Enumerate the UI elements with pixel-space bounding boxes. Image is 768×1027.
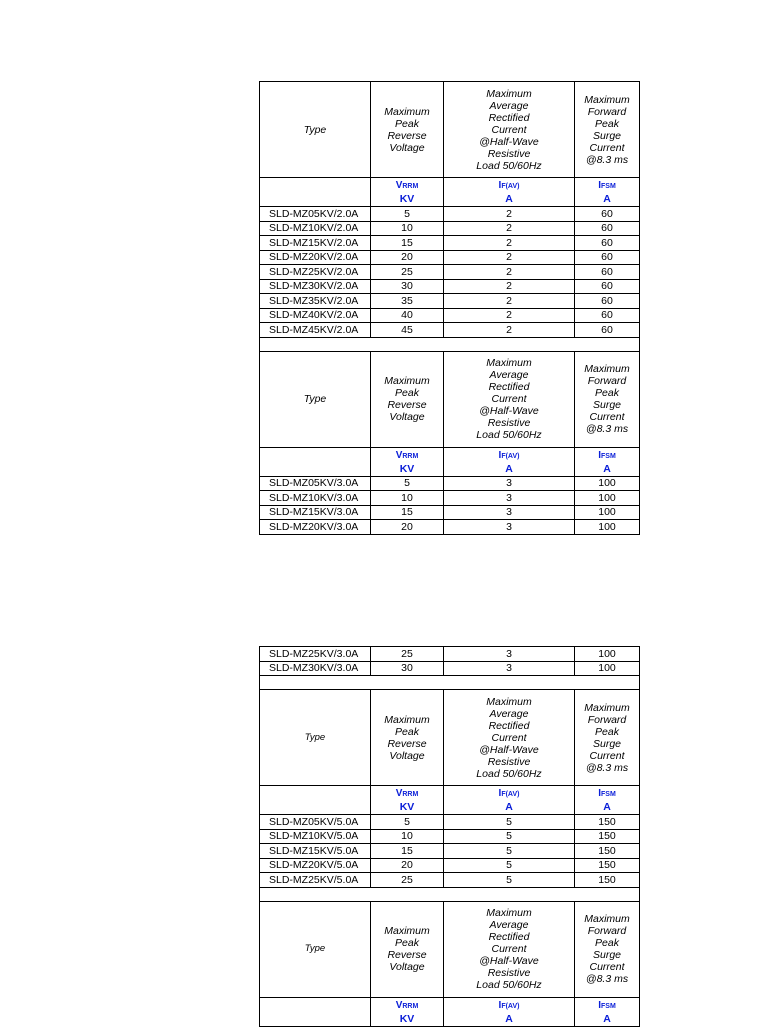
vrrm-cell: 40: [371, 308, 444, 323]
ifsm-header: [575, 901, 640, 997]
ifav-header-line: Resistive: [487, 967, 531, 979]
vrrm-symbol-unit: KV: [399, 801, 415, 813]
ifav-symbol-subscript: F(AV): [501, 183, 520, 190]
ifav-header-line: @Half-Wave: [479, 743, 539, 756]
ifsm-symbol-main: I: [598, 788, 601, 799]
table-row: [260, 491, 640, 506]
ifsm-header-line: Maximum: [584, 701, 630, 714]
vrrm-cell: 30: [371, 661, 444, 676]
ifsm-header-line: @8.3 ms: [585, 153, 629, 166]
type-cell: SLD-MZ20KV/2.0A: [260, 250, 371, 265]
ifav-cell: 2: [444, 265, 575, 280]
ifav-header-line: Maximum: [486, 87, 532, 100]
ifsm-cell: 60: [575, 265, 640, 280]
ifsm-header-line: Forward: [587, 105, 627, 118]
vrrm-cell: 25: [371, 647, 444, 662]
ifav-symbol-unit: A: [505, 801, 513, 813]
vrrm-header: [371, 690, 444, 786]
ifav-header-line: Load 50/60Hz: [476, 767, 542, 780]
ifav-cell: 3: [444, 505, 575, 520]
vrrm-header-line: Maximum: [384, 375, 430, 387]
ifav-cell: 3: [444, 520, 575, 535]
vrrm-cell: 15: [371, 844, 444, 859]
vrrm-cell: 20: [371, 858, 444, 873]
ifsm-symbol: [575, 786, 640, 815]
header-row: [260, 351, 640, 447]
vrrm-symbol-label: [371, 999, 443, 1013]
vrrm-cell: 10: [371, 491, 444, 506]
ifsm-symbol-unit: A: [603, 462, 611, 475]
ifsm-header-line: Maximum: [584, 363, 630, 375]
ifav-header-line: Resistive: [487, 755, 531, 768]
type-cell: SLD-MZ40KV/2.0A: [260, 308, 371, 323]
ifsm-symbol-label: [575, 449, 639, 463]
vrrm-header-line: Peak: [395, 387, 419, 399]
ifav-header-line: Maximum: [486, 695, 532, 708]
ifav-header-line: Rectified: [488, 931, 530, 943]
ifsm-cell: 150: [575, 815, 640, 830]
block-3a-cont: [260, 647, 640, 676]
table-row: [260, 844, 640, 859]
vrrm-header: [371, 901, 444, 997]
ifsm-header-line: Current: [589, 749, 625, 762]
vrrm-cell: 20: [371, 250, 444, 265]
vrrm-cell: 35: [371, 294, 444, 309]
table-row: [260, 236, 640, 251]
vrrm-symbol-unit: KV: [399, 193, 415, 205]
ifsm-cell: 60: [575, 236, 640, 251]
table-row: [260, 265, 640, 280]
gap-cell: [260, 676, 640, 690]
ifav-header-line: Maximum: [486, 907, 532, 919]
header-row: [260, 82, 640, 178]
vrrm-cell: 10: [371, 829, 444, 844]
vrrm-header-line: Voltage: [389, 141, 425, 154]
spec-table-page2: [259, 646, 640, 1027]
ifav-symbol-label: [444, 999, 574, 1013]
ifav-cell: 5: [444, 858, 575, 873]
ifav-symbol-unit: A: [505, 462, 513, 475]
vrrm-symbol-label: [371, 787, 443, 801]
ifsm-symbol-subscript: FSM: [601, 791, 616, 798]
ifav-symbol-subscript: F(AV): [501, 1002, 520, 1010]
ifsm-symbol-label: [575, 787, 639, 801]
ifsm-header-line: Peak: [595, 387, 619, 399]
ifsm-header: [575, 690, 640, 786]
ifav-header-line: @Half-Wave: [479, 955, 539, 967]
ifav-symbol-label: [444, 179, 574, 193]
ifav-header-line: Rectified: [488, 719, 530, 732]
vrrm-symbol: [371, 447, 444, 476]
ifav-symbol-unit: A: [505, 193, 513, 205]
ifav-header-line: @Half-Wave: [479, 135, 539, 148]
type-header: Type: [260, 690, 371, 786]
table-row: [260, 873, 640, 888]
ifsm-header-line: Surge: [592, 129, 622, 142]
vrrm-header-line: Voltage: [389, 749, 425, 762]
vrrm-symbol-main: V: [395, 999, 403, 1011]
symbol-row: [260, 178, 640, 207]
vrrm-header-line: Peak: [395, 725, 419, 738]
header-row: [260, 901, 640, 997]
type-cell: SLD-MZ30KV/3.0A: [260, 661, 371, 676]
symbol-blank: [260, 786, 371, 815]
ifav-header-line: Current: [491, 123, 527, 136]
vrrm-symbol: [371, 786, 444, 815]
vrrm-header-line: Peak: [395, 937, 419, 949]
ifsm-header-line: Surge: [592, 949, 622, 961]
vrrm-header-line: Reverse: [387, 129, 427, 142]
vrrm-cell: 25: [371, 265, 444, 280]
ifav-cell: 2: [444, 221, 575, 236]
ifsm-header-line: Surge: [592, 737, 622, 750]
ifav-cell: 5: [444, 829, 575, 844]
ifav-header-line: Resistive: [487, 417, 531, 429]
ifav-cell: 3: [444, 491, 575, 506]
ifsm-cell: 60: [575, 207, 640, 222]
ifsm-symbol-main: I: [598, 180, 601, 191]
symbol-blank: [260, 997, 371, 1026]
ifsm-header-line: @8.3 ms: [585, 423, 629, 435]
ifsm-cell: 150: [575, 829, 640, 844]
vrrm-cell: 30: [371, 279, 444, 294]
ifsm-cell: 60: [575, 250, 640, 265]
ifav-symbol-main: I: [498, 449, 502, 461]
block-next: [260, 901, 640, 1026]
gap-row: [260, 337, 640, 351]
symbol-row: [260, 447, 640, 476]
ifsm-symbol: [575, 997, 640, 1026]
vrrm-header-line: Peak: [395, 117, 419, 130]
symbol-row: [260, 786, 640, 815]
symbol-blank: [260, 447, 371, 476]
vrrm-cell: 15: [371, 505, 444, 520]
ifsm-symbol-main: I: [598, 999, 601, 1011]
vrrm-header-line: Maximum: [384, 713, 430, 726]
ifsm-header-line: Forward: [587, 925, 627, 937]
ifav-header: [444, 82, 575, 178]
ifsm-symbol-subscript: FSM: [601, 452, 616, 460]
ifsm-header-line: Maximum: [584, 913, 630, 925]
vrrm-symbol-subscript: RRM: [402, 791, 419, 798]
ifsm-header-line: Current: [589, 141, 625, 154]
ifav-symbol-subscript: F(AV): [501, 791, 520, 798]
ifav-header-line: Average: [489, 99, 529, 112]
ifsm-cell: 100: [575, 520, 640, 535]
table-row: [260, 207, 640, 222]
table-row: [260, 476, 640, 491]
ifsm-cell: 100: [575, 491, 640, 506]
vrrm-symbol-subscript: RRM: [402, 1002, 419, 1010]
ifav-header-line: Current: [491, 393, 527, 405]
ifsm-symbol-main: I: [598, 449, 601, 461]
ifav-cell: 3: [444, 647, 575, 662]
gap-cell: [260, 887, 640, 901]
ifsm-header-line: Peak: [595, 117, 619, 130]
vrrm-cell: 20: [371, 520, 444, 535]
type-cell: SLD-MZ45KV/2.0A: [260, 323, 371, 338]
ifsm-header-line: Current: [589, 961, 625, 973]
ifsm-cell: 100: [575, 661, 640, 676]
type-cell: SLD-MZ35KV/2.0A: [260, 294, 371, 309]
ifav-header-line: Load 50/60Hz: [476, 159, 542, 172]
vrrm-header-line: Voltage: [389, 961, 425, 973]
ifsm-header: [575, 351, 640, 447]
ifsm-header-line: Current: [589, 411, 625, 423]
table-row: [260, 858, 640, 873]
ifsm-header-line: Forward: [587, 713, 627, 726]
table-row: [260, 661, 640, 676]
type-cell: SLD-MZ05KV/3.0A: [260, 476, 371, 491]
vrrm-symbol-subscript: RRM: [402, 183, 419, 190]
gap-row: [260, 676, 640, 690]
type-cell: SLD-MZ30KV/2.0A: [260, 279, 371, 294]
ifsm-symbol-subscript: FSM: [601, 183, 616, 190]
table-row: [260, 250, 640, 265]
ifsm-header-line: Peak: [595, 725, 619, 738]
vrrm-symbol-unit: KV: [399, 462, 415, 475]
ifsm-cell: 150: [575, 858, 640, 873]
vrrm-header: [371, 351, 444, 447]
ifav-header-line: Average: [489, 369, 529, 381]
symbol-row: [260, 997, 640, 1026]
vrrm-symbol-unit: KV: [399, 1012, 415, 1025]
table-row: [260, 505, 640, 520]
table-row: [260, 815, 640, 830]
ifav-header: [444, 901, 575, 997]
ifav-cell: 5: [444, 844, 575, 859]
vrrm-symbol: [371, 997, 444, 1026]
ifav-cell: 5: [444, 873, 575, 888]
table-row: [260, 647, 640, 662]
ifsm-header-line: Surge: [592, 399, 622, 411]
ifav-symbol-main: I: [498, 788, 502, 799]
vrrm-symbol-subscript: RRM: [402, 452, 419, 460]
ifav-cell: 5: [444, 815, 575, 830]
ifsm-symbol-unit: A: [603, 193, 611, 205]
table-row: [260, 829, 640, 844]
ifav-header-line: Rectified: [488, 381, 530, 393]
ifav-header-line: @Half-Wave: [479, 405, 539, 417]
ifav-cell: 2: [444, 308, 575, 323]
gap-row-line: [260, 887, 640, 901]
vrrm-cell: 5: [371, 815, 444, 830]
ifsm-cell: 100: [575, 476, 640, 491]
header-row: [260, 690, 640, 786]
type-cell: SLD-MZ20KV/3.0A: [260, 520, 371, 535]
ifsm-symbol-subscript: FSM: [601, 1002, 616, 1010]
ifav-cell: 3: [444, 476, 575, 491]
ifsm-cell: 150: [575, 873, 640, 888]
vrrm-symbol-main: V: [395, 180, 403, 191]
ifsm-symbol-label: [575, 179, 639, 193]
ifav-header-line: Load 50/60Hz: [476, 979, 542, 991]
ifav-cell: 2: [444, 279, 575, 294]
vrrm-symbol-main: V: [395, 788, 403, 799]
table-row: [260, 323, 640, 338]
ifav-cell: 3: [444, 661, 575, 676]
ifav-symbol-main: I: [498, 180, 502, 191]
ifav-symbol-unit: A: [505, 1012, 513, 1025]
ifsm-symbol: [575, 447, 640, 476]
ifsm-cell: 100: [575, 647, 640, 662]
type-cell: SLD-MZ25KV/3.0A: [260, 647, 371, 662]
vrrm-header-line: Reverse: [387, 949, 427, 961]
ifav-header-line: Current: [491, 943, 527, 955]
type-cell: SLD-MZ05KV/2.0A: [260, 207, 371, 222]
table-row: [260, 308, 640, 323]
type-cell: SLD-MZ15KV/2.0A: [260, 236, 371, 251]
ifsm-cell: 60: [575, 294, 640, 309]
ifav-symbol: [444, 178, 575, 207]
ifsm-symbol-unit: A: [603, 1012, 611, 1025]
symbol-blank: [260, 178, 371, 207]
ifav-cell: 2: [444, 294, 575, 309]
vrrm-cell: 25: [371, 873, 444, 888]
vrrm-symbol-main: V: [395, 449, 403, 461]
ifsm-cell: 100: [575, 505, 640, 520]
ifav-header-line: Resistive: [487, 147, 531, 160]
type-cell: SLD-MZ25KV/5.0A: [260, 873, 371, 888]
ifav-symbol-subscript: F(AV): [501, 452, 520, 460]
vrrm-cell: 15: [371, 236, 444, 251]
vrrm-cell: 10: [371, 221, 444, 236]
ifav-symbol-main: I: [498, 999, 502, 1011]
type-cell: SLD-MZ25KV/2.0A: [260, 265, 371, 280]
table-row: [260, 520, 640, 535]
vrrm-header-line: Maximum: [384, 925, 430, 937]
ifav-cell: 2: [444, 207, 575, 222]
ifav-header-line: Average: [489, 919, 529, 931]
ifsm-header-line: Maximum: [584, 93, 630, 106]
ifsm-symbol: [575, 178, 640, 207]
ifav-cell: 2: [444, 236, 575, 251]
ifsm-cell: 60: [575, 308, 640, 323]
ifsm-header: [575, 82, 640, 178]
ifsm-header-line: Forward: [587, 375, 627, 387]
block-3a: [260, 351, 640, 534]
ifav-symbol: [444, 447, 575, 476]
vrrm-symbol-label: [371, 449, 443, 463]
ifsm-cell: 60: [575, 279, 640, 294]
table-row: [260, 221, 640, 236]
vrrm-symbol-label: [371, 179, 443, 193]
type-cell: SLD-MZ15KV/5.0A: [260, 844, 371, 859]
ifav-symbol: [444, 997, 575, 1026]
ifav-header-line: Rectified: [488, 111, 530, 124]
vrrm-cell: 45: [371, 323, 444, 338]
vrrm-header-line: Voltage: [389, 411, 425, 423]
ifav-cell: 2: [444, 250, 575, 265]
spec-table-page1: [259, 81, 640, 535]
gap-row-line: [260, 337, 640, 351]
ifav-header-line: Current: [491, 731, 527, 744]
vrrm-header-line: Maximum: [384, 105, 430, 118]
type-header: Type: [260, 351, 371, 447]
ifav-cell: 2: [444, 323, 575, 338]
type-cell: SLD-MZ10KV/2.0A: [260, 221, 371, 236]
ifav-header: [444, 690, 575, 786]
vrrm-cell: 5: [371, 476, 444, 491]
gap-cell: [260, 337, 640, 351]
ifsm-header-line: @8.3 ms: [585, 761, 629, 774]
table-row: [260, 279, 640, 294]
vrrm-header: [371, 82, 444, 178]
ifsm-header-line: Peak: [595, 937, 619, 949]
block-5a: [260, 690, 640, 888]
ifsm-cell: 60: [575, 221, 640, 236]
ifav-header: [444, 351, 575, 447]
vrrm-cell: 5: [371, 207, 444, 222]
type-header: Type: [260, 901, 371, 997]
ifav-header-line: Load 50/60Hz: [476, 429, 542, 441]
ifav-symbol: [444, 786, 575, 815]
type-header: Type: [260, 82, 371, 178]
ifsm-cell: 150: [575, 844, 640, 859]
ifav-header-line: Average: [489, 707, 529, 720]
type-cell: SLD-MZ20KV/5.0A: [260, 858, 371, 873]
vrrm-header-line: Reverse: [387, 737, 427, 750]
ifsm-symbol-unit: A: [603, 801, 611, 813]
vrrm-header-line: Reverse: [387, 399, 427, 411]
type-cell: SLD-MZ10KV/3.0A: [260, 491, 371, 506]
vrrm-symbol: [371, 178, 444, 207]
ifsm-header-line: @8.3 ms: [585, 973, 629, 985]
gap-row: [260, 887, 640, 901]
type-cell: SLD-MZ15KV/3.0A: [260, 505, 371, 520]
ifav-symbol-label: [444, 787, 574, 801]
ifav-header-line: Maximum: [486, 357, 532, 369]
type-cell: SLD-MZ05KV/5.0A: [260, 815, 371, 830]
ifav-symbol-label: [444, 449, 574, 463]
table-row: [260, 294, 640, 309]
gap-row-line: [260, 676, 640, 690]
block-2a: [260, 82, 640, 338]
ifsm-symbol-label: [575, 999, 639, 1013]
type-cell: SLD-MZ10KV/5.0A: [260, 829, 371, 844]
ifsm-cell: 60: [575, 323, 640, 338]
